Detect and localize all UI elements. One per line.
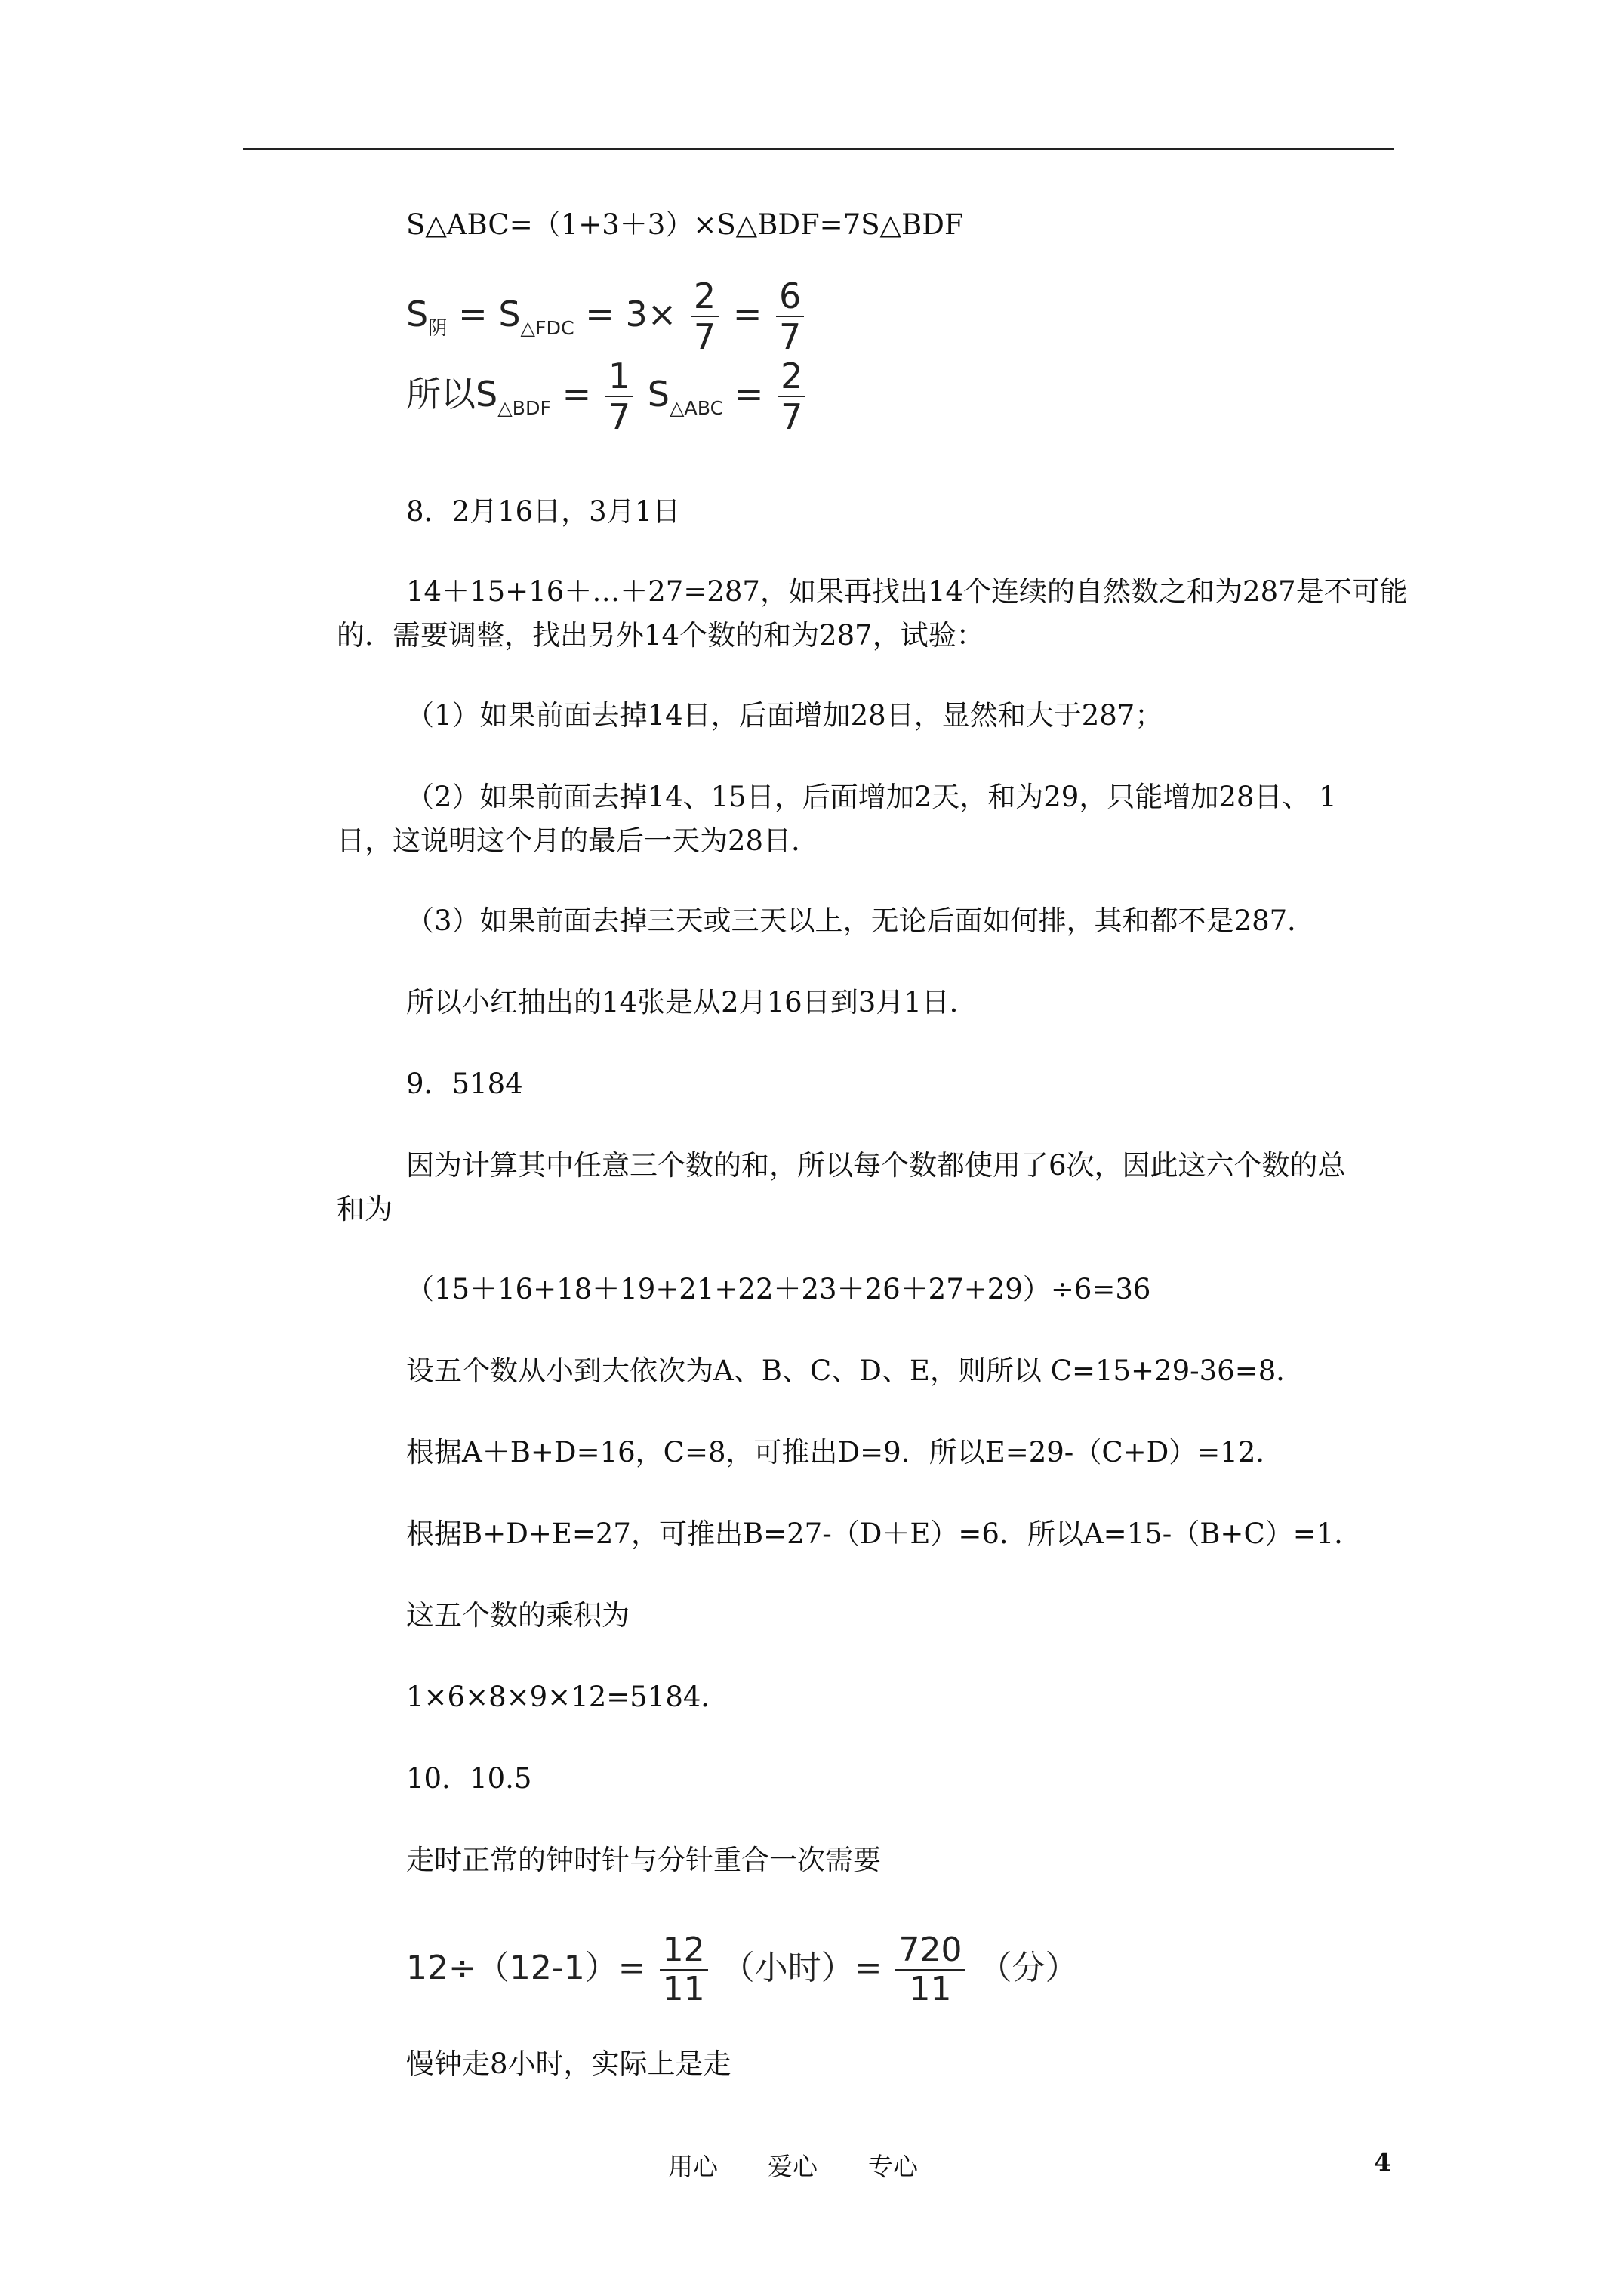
header-rule [243,148,1394,150]
formula-eq: = [562,373,592,415]
page-number: 4 [1374,2147,1391,2177]
text-line: （15＋16+18＋19+21+22＋23＋26＋27+29）÷6=36 [406,1273,1151,1305]
text-line: （3）如果前面去掉三天或三天以上，无论后面如何排，其和都不是287． [406,905,1316,937]
text-line: 根据A＋B+D=16，C=8，可推出D=9．所以E=29-（C+D）=12． [406,1436,1284,1469]
fraction: $\frac{6}{7}$ [776,278,804,356]
formula-eq: = 3× [585,293,677,334]
text-line: （1）如果前面去掉14日，后面增加28日，显然和大于287； [406,699,1163,732]
text-line: 8．2月16日，3月1日 [406,495,681,528]
text-line: 走时正常的钟时针与分针重合一次需要 [406,1844,881,1876]
formula-eq: = [734,373,764,415]
text-line: 的．需要调整，找出另外14个数的和为287，试验： [337,619,984,652]
footer-motto-2: 爱心 [768,2152,818,2181]
text-line: 设五个数从小到大依次为A、B、C、D、E，则所以 C=15+29-36=8． [406,1354,1304,1387]
text-line: 和为 [337,1193,393,1225]
footer-motto-1: 用心 [668,2152,718,2181]
fraction: $\frac{1}{7}$ [605,358,633,436]
text-line: 这五个数的乘积为 [406,1599,630,1632]
formula-s: S [406,293,429,334]
formula-s: S [647,373,670,415]
text-line: 14＋15+16＋…＋27=287，如果再找出14个连续的自然数之和为287是不可能 [406,575,1408,608]
formula-subscript: △FDC [520,317,574,340]
text-line: 所以小红抽出的14张是从2月16日到3月1日． [406,986,978,1019]
formula-s: 所以S [406,373,498,415]
formula-subscript: △BDF [497,397,552,420]
formula-bdf-area [406,358,808,436]
footer-motto-3: 专心 [868,2152,918,2181]
formula-eq: = [458,293,488,334]
formula-unit: （小时）= [721,1949,882,1988]
fraction: $\frac{2}{7}$ [778,358,805,436]
formula-subscript: △ABC [669,397,724,420]
text-line: 9．5184 [406,1068,523,1100]
text-line: 根据B+D+E=27，可推出B=27-（D＋E）=6．所以A=15-（B+C）=1． [406,1518,1363,1550]
formula-unit: （分） [978,1949,1079,1988]
formula-eq: = [732,293,762,334]
text-line: （2）如果前面去掉14、15日，后面增加2天，和为29，只能增加28日、 1 [406,781,1337,813]
fraction: $\frac{2}{7}$ [691,278,719,356]
formula-subscript: 阴 [428,317,448,340]
text-line: 慢钟走8小时，实际上是走 [406,2048,731,2080]
text-line: 1×6×8×9×12=5184． [406,1681,729,1713]
formula-clock [406,1933,1078,2007]
fraction: $\frac{720}{11}$ [895,1933,965,2007]
text-line: 因为计算其中任意三个数的和，所以每个数都使用了6次，因此这六个数的总 [406,1149,1346,1182]
formula-s: S [498,293,521,334]
text-line: 日，这说明这个月的最后一天为28日． [337,824,820,857]
fraction: $\frac{12}{11}$ [660,1933,708,2007]
text-line: S△ABC=（1+3＋3）×S△BDF=7S△BDF [406,208,964,241]
formula-shaded-area [406,278,807,356]
text-line: 10．10.5 [406,1762,532,1795]
formula-lead: 12÷（12-1）= [406,1949,646,1988]
